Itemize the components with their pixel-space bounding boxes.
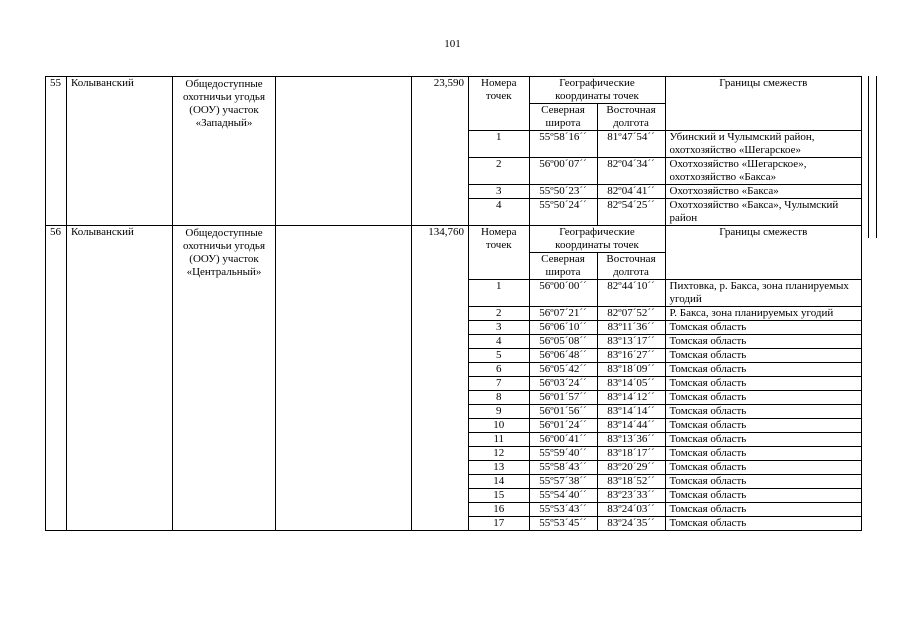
coordinate-row — [469, 447, 861, 461]
coordinate-row — [469, 475, 861, 489]
coordinate-row — [469, 503, 861, 517]
point-number: 14 — [469, 475, 529, 489]
point-number: 1 — [469, 131, 529, 158]
north-latitude: 56º00´41´´ — [529, 433, 597, 447]
border-description: Томская область — [665, 503, 861, 517]
coordinate-row — [469, 185, 861, 199]
point-number: 8 — [469, 391, 529, 405]
east-longitude: 82º44´10´´ — [597, 280, 665, 307]
point-number: 4 — [469, 199, 529, 226]
border-description: Р. Бакса, зона планируемых угодий — [665, 307, 861, 321]
east-header: Восточная долгота — [597, 104, 665, 131]
border-description: Томская область — [665, 433, 861, 447]
coords-header: Географические координаты точек — [529, 77, 665, 104]
point-number: 11 — [469, 433, 529, 447]
plot-area: 134,760 — [412, 226, 469, 531]
east-longitude: 83º18´17´´ — [597, 447, 665, 461]
point-number: 15 — [469, 489, 529, 503]
plot-district: Колыванский — [67, 226, 173, 531]
coordinate-row — [469, 433, 861, 447]
border-description: Томская область — [665, 447, 861, 461]
borders-header: Границы смежеств — [665, 226, 861, 280]
coordinates-cell — [469, 226, 862, 531]
east-longitude: 83º14´44´´ — [597, 419, 665, 433]
east-longitude: 83º16´27´´ — [597, 349, 665, 363]
east-longitude: 82º04´34´´ — [597, 158, 665, 185]
land-plots-table — [45, 76, 862, 531]
east-longitude: 82º07´52´´ — [597, 307, 665, 321]
border-description: Убинский и Чулымский район, охотхозяйство «Шегарское» — [665, 131, 861, 158]
coordinate-row — [469, 335, 861, 349]
border-description: Охотхозяйство «Шегарское», охотхозяйство «Бакса» — [665, 158, 861, 185]
plot-area: 23,590 — [412, 77, 469, 226]
east-longitude: 83º11´36´´ — [597, 321, 665, 335]
north-latitude: 56º05´08´´ — [529, 335, 597, 349]
coordinates-table — [469, 77, 861, 225]
plot-district: Колыванский — [67, 77, 173, 226]
plot-row — [46, 77, 862, 226]
coordinates-cell — [469, 77, 862, 226]
table-edge-stub — [868, 76, 869, 238]
north-latitude: 55º53´43´´ — [529, 503, 597, 517]
coordinate-row — [469, 307, 861, 321]
point-number: 4 — [469, 335, 529, 349]
north-latitude: 56º00´07´´ — [529, 158, 597, 185]
east-longitude: 83º23´33´´ — [597, 489, 665, 503]
east-longitude: 83º13´36´´ — [597, 433, 665, 447]
east-longitude: 83º14´12´´ — [597, 391, 665, 405]
north-latitude: 55º54´40´´ — [529, 489, 597, 503]
plot-name: Общедоступные охотничьи угодья (ООУ) участок «Центральный» — [173, 226, 276, 531]
east-longitude: 83º18´52´´ — [597, 475, 665, 489]
east-longitude: 83º14´05´´ — [597, 377, 665, 391]
plot-number: 56 — [46, 226, 67, 531]
point-number: 5 — [469, 349, 529, 363]
points-header: Номера точек — [469, 226, 529, 280]
coords-header: Географические координаты точек — [529, 226, 665, 253]
coordinate-row — [469, 405, 861, 419]
coordinate-row — [469, 391, 861, 405]
coordinate-row — [469, 377, 861, 391]
point-number: 16 — [469, 503, 529, 517]
point-number: 6 — [469, 363, 529, 377]
plot-row — [46, 226, 862, 531]
north-latitude: 56º01´57´´ — [529, 391, 597, 405]
border-description: Томская область — [665, 489, 861, 503]
border-description: Томская область — [665, 475, 861, 489]
north-latitude: 55º50´23´´ — [529, 185, 597, 199]
point-number: 13 — [469, 461, 529, 475]
point-number: 12 — [469, 447, 529, 461]
coordinate-row — [469, 280, 861, 307]
point-number: 2 — [469, 158, 529, 185]
border-description: Томская область — [665, 349, 861, 363]
east-longitude: 83º24´35´´ — [597, 517, 665, 531]
plot-name: Общедоступные охотничьи угодья (ООУ) участок «Западный» — [173, 77, 276, 226]
point-number: 9 — [469, 405, 529, 419]
border-description: Томская область — [665, 461, 861, 475]
coordinate-row — [469, 158, 861, 185]
borders-header: Границы смежеств — [665, 77, 861, 131]
page-number: 101 — [444, 38, 461, 50]
point-number: 3 — [469, 321, 529, 335]
coordinate-row — [469, 349, 861, 363]
north-latitude: 56º01´24´´ — [529, 419, 597, 433]
north-latitude: 56º06´48´´ — [529, 349, 597, 363]
point-number: 7 — [469, 377, 529, 391]
border-description: Томская область — [665, 405, 861, 419]
east-longitude: 82º04´41´´ — [597, 185, 665, 199]
north-latitude: 56º07´21´´ — [529, 307, 597, 321]
north-latitude: 56º00´00´´ — [529, 280, 597, 307]
north-latitude: 55º50´24´´ — [529, 199, 597, 226]
east-longitude: 83º20´29´´ — [597, 461, 665, 475]
east-longitude: 81º47´54´´ — [597, 131, 665, 158]
north-latitude: 55º58´16´´ — [529, 131, 597, 158]
east-longitude: 83º13´17´´ — [597, 335, 665, 349]
border-description: Томская область — [665, 321, 861, 335]
point-number: 2 — [469, 307, 529, 321]
north-latitude: 55º53´45´´ — [529, 517, 597, 531]
coordinate-row — [469, 517, 861, 531]
north-latitude: 56º06´10´´ — [529, 321, 597, 335]
border-description: Охотхозяйство «Бакса» — [665, 185, 861, 199]
point-number: 10 — [469, 419, 529, 433]
point-number: 3 — [469, 185, 529, 199]
north-latitude: 55º59´40´´ — [529, 447, 597, 461]
coordinate-row — [469, 321, 861, 335]
north-latitude: 55º58´43´´ — [529, 461, 597, 475]
points-header: Номера точек — [469, 77, 529, 131]
north-latitude: 56º03´24´´ — [529, 377, 597, 391]
coordinate-row — [469, 419, 861, 433]
border-description: Охотхозяйство «Бакса», Чулымский район — [665, 199, 861, 226]
coordinate-row — [469, 461, 861, 475]
east-longitude: 83º24´03´´ — [597, 503, 665, 517]
coordinate-row — [469, 131, 861, 158]
east-longitude: 83º18´09´´ — [597, 363, 665, 377]
border-description: Томская область — [665, 391, 861, 405]
border-description: Томская область — [665, 377, 861, 391]
east-longitude: 83º14´14´´ — [597, 405, 665, 419]
north-latitude: 56º05´42´´ — [529, 363, 597, 377]
border-description: Томская область — [665, 335, 861, 349]
plot-blank-cell — [276, 77, 412, 226]
coordinate-row — [469, 363, 861, 377]
plot-blank-cell — [276, 226, 412, 531]
border-description: Томская область — [665, 419, 861, 433]
point-number: 1 — [469, 280, 529, 307]
coordinate-row — [469, 489, 861, 503]
point-number: 17 — [469, 517, 529, 531]
table-edge-stub — [876, 76, 877, 238]
north-latitude: 56º01´56´´ — [529, 405, 597, 419]
border-description: Томская область — [665, 363, 861, 377]
coordinate-row — [469, 199, 861, 226]
coordinates-table — [469, 226, 861, 530]
border-description: Томская область — [665, 517, 861, 531]
north-header: Северная широта — [529, 104, 597, 131]
plot-number: 55 — [46, 77, 67, 226]
north-latitude: 55º57´38´´ — [529, 475, 597, 489]
east-longitude: 82º54´25´´ — [597, 199, 665, 226]
east-header: Восточная долгота — [597, 253, 665, 280]
north-header: Северная широта — [529, 253, 597, 280]
border-description: Пихтовка, р. Бакса, зона планируемых угодий — [665, 280, 861, 307]
